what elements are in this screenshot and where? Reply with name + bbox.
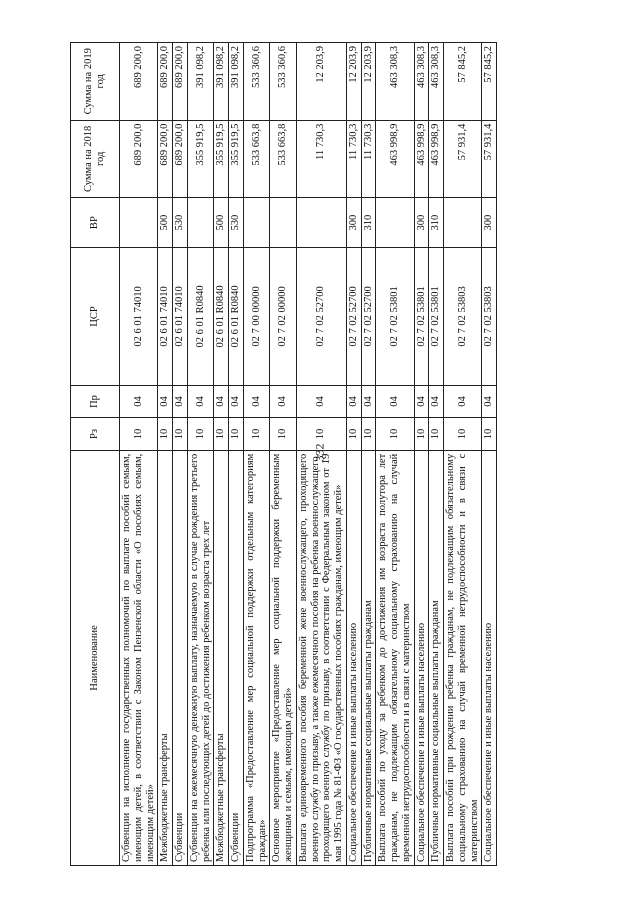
cell-name: Социальное обеспечение и иные выплаты населению: [482, 450, 497, 865]
header-rz: Рз: [71, 418, 120, 451]
table-row: [229, 43, 244, 866]
cell-rz: 10: [229, 418, 244, 451]
table-row: [444, 43, 482, 866]
cell-rz: 10: [444, 418, 482, 451]
header-sum-2018: Сумма на 2018 год: [71, 120, 120, 198]
table-row: [270, 43, 297, 866]
table-row: [214, 43, 229, 866]
cell-name: Публичные нормативные социальные выплаты гражданам: [361, 450, 376, 865]
cell-sum-2019: 463 308,3: [429, 43, 444, 121]
cell-name: Субвенции: [229, 450, 244, 865]
rotated-table-container: [70, 42, 615, 866]
cell-sum-2019: 57 845,2: [444, 43, 482, 121]
cell-sum-2019: 463 308,3: [414, 43, 429, 121]
cell-sum-2019: 689 200,0: [173, 43, 188, 121]
cell-sum-2019: 12 203,9: [296, 43, 346, 121]
table-header: [71, 43, 120, 866]
cell-sum-2019: 12 203,9: [346, 43, 361, 121]
cell-sum-2018: 463 998,9: [376, 120, 414, 198]
cell-csr: 02 6 01 R0840: [187, 248, 214, 386]
header-pr: Пр: [71, 385, 120, 418]
cell-pr: 04: [361, 385, 376, 418]
cell-rz: 10: [376, 418, 414, 451]
cell-sum-2018: 689 200,0: [120, 120, 158, 198]
cell-rz: 10: [414, 418, 429, 451]
cell-pr: 04: [482, 385, 497, 418]
cell-rz: 10: [187, 418, 214, 451]
cell-vr: 300: [482, 198, 497, 248]
cell-pr: 04: [243, 385, 270, 418]
cell-pr: 04: [158, 385, 173, 418]
cell-csr: 02 7 02 53801: [376, 248, 414, 386]
cell-vr: [444, 198, 482, 248]
cell-pr: 04: [429, 385, 444, 418]
cell-sum-2019: 533 360,6: [243, 43, 270, 121]
cell-csr: 02 7 02 53803: [482, 248, 497, 386]
cell-name: Субвенции на исполнение государственных полномочий по выплате пособий семьям, имеющим детей, в соответствии с Законом Пензенской области «О пособиях семьям, имеющим детей»: [120, 450, 158, 865]
table-body: [120, 43, 497, 866]
cell-sum-2018: 11 730,3: [296, 120, 346, 198]
table-row: [429, 43, 444, 866]
header-sum-2019: Сумма на 2019 год: [71, 43, 120, 121]
table-row: [376, 43, 414, 866]
cell-name: Социальное обеспечение и иные выплаты населению: [414, 450, 429, 865]
table-row: [296, 43, 346, 866]
cell-pr: 04: [346, 385, 361, 418]
cell-name: Основное мероприятие «Предоставление мер социальной поддержки беременным женщинам и семьям, имеющим детей»: [270, 450, 297, 865]
cell-vr: [243, 198, 270, 248]
cell-sum-2019: 12 203,9: [361, 43, 376, 121]
cell-csr: 02 6 01 74010: [120, 248, 158, 386]
cell-name: Выплата пособий по уходу за ребенком до достижения им возраста полутора лет гражданам, не подлежащим обязательному социальному страхованию на случай временной нетрудоспособности и в связи с материнством: [376, 450, 414, 865]
cell-rz: 10: [120, 418, 158, 451]
cell-vr: 300: [346, 198, 361, 248]
cell-vr: [376, 198, 414, 248]
cell-vr: 530: [173, 198, 188, 248]
cell-csr: 02 7 02 53801: [429, 248, 444, 386]
cell-pr: 04: [270, 385, 297, 418]
cell-pr: 04: [229, 385, 244, 418]
cell-csr: 02 7 02 53801: [414, 248, 429, 386]
cell-rz: 10: [361, 418, 376, 451]
cell-rz: 10: [158, 418, 173, 451]
page-number: 332: [312, 443, 327, 462]
cell-sum-2018: 57 931,4: [482, 120, 497, 198]
cell-vr: [270, 198, 297, 248]
table-row: [173, 43, 188, 866]
cell-rz: 10: [429, 418, 444, 451]
cell-csr: 02 7 02 52700: [296, 248, 346, 386]
header-vr: ВР: [71, 198, 120, 248]
cell-sum-2019: 391 098,2: [187, 43, 214, 121]
cell-rz: 10: [173, 418, 188, 451]
cell-name: Субвенции: [173, 450, 188, 865]
cell-vr: [296, 198, 346, 248]
cell-sum-2019: 391 098,2: [214, 43, 229, 121]
cell-name: Подпрограмма «Предоставление мер социальной поддержки отдельным категориям граждан»: [243, 450, 270, 865]
cell-sum-2018: 533 663,8: [270, 120, 297, 198]
table-row: [120, 43, 158, 866]
cell-sum-2019: 689 200,0: [120, 43, 158, 121]
cell-sum-2018: 11 730,3: [346, 120, 361, 198]
cell-sum-2018: 355 919,5: [187, 120, 214, 198]
cell-name: Межбюджетные трансферты: [214, 450, 229, 865]
cell-rz: 10: [346, 418, 361, 451]
cell-csr: 02 7 02 53803: [444, 248, 482, 386]
table-row: [414, 43, 429, 866]
cell-vr: [187, 198, 214, 248]
cell-csr: 02 7 02 00000: [270, 248, 297, 386]
cell-sum-2018: 689 200,0: [173, 120, 188, 198]
cell-vr: 500: [214, 198, 229, 248]
cell-sum-2018: 689 200,0: [158, 120, 173, 198]
table-row: [361, 43, 376, 866]
cell-sum-2018: 533 663,8: [243, 120, 270, 198]
cell-sum-2019: 689 200,0: [158, 43, 173, 121]
cell-pr: 04: [187, 385, 214, 418]
cell-rz: 10: [296, 418, 346, 451]
cell-csr: 02 7 00 00000: [243, 248, 270, 386]
cell-pr: 04: [376, 385, 414, 418]
cell-vr: 300: [414, 198, 429, 248]
budget-table: [70, 42, 497, 866]
cell-name: Выплата единовременного пособия беременной жене военнослужащего, проходящего военную службу по призыву, а также ежемесячного пособия на ребенка военнослужащего, проходящего военную службу по призыву, в соответствии с Федеральным законом от 19 мая 1995 года № 81-ФЗ «О государственных пособиях гражданам, имеющим детей»: [296, 450, 346, 865]
cell-sum-2019: 463 308,3: [376, 43, 414, 121]
cell-csr: 02 7 02 52700: [361, 248, 376, 386]
cell-vr: 310: [361, 198, 376, 248]
cell-csr: 02 6 01 74010: [158, 248, 173, 386]
table-row: [346, 43, 361, 866]
cell-vr: 530: [229, 198, 244, 248]
cell-rz: 10: [482, 418, 497, 451]
table-row: [243, 43, 270, 866]
header-row: [71, 43, 120, 866]
cell-vr: 500: [158, 198, 173, 248]
cell-name: Публичные нормативные социальные выплаты гражданам: [429, 450, 444, 865]
header-name: Наименование: [71, 450, 120, 865]
cell-name: Выплата пособий при рождении ребенка гражданам, не подлежащим обязательному социальному страхованию на случай временной нетрудоспособности и в связи с материнством: [444, 450, 482, 865]
cell-sum-2019: 533 360,6: [270, 43, 297, 121]
cell-sum-2018: 463 998,9: [414, 120, 429, 198]
cell-sum-2018: 355 919,5: [214, 120, 229, 198]
cell-pr: 04: [173, 385, 188, 418]
cell-csr: 02 7 02 52700: [346, 248, 361, 386]
cell-name: Социальное обеспечение и иные выплаты населению: [346, 450, 361, 865]
cell-rz: 10: [243, 418, 270, 451]
cell-pr: 04: [296, 385, 346, 418]
cell-name: Межбюджетные трансферты: [158, 450, 173, 865]
header-csr: ЦСР: [71, 248, 120, 386]
cell-sum-2018: 57 931,4: [444, 120, 482, 198]
table-row: [187, 43, 214, 866]
cell-sum-2019: 57 845,2: [482, 43, 497, 121]
cell-pr: 04: [414, 385, 429, 418]
cell-pr: 04: [120, 385, 158, 418]
table-row: [158, 43, 173, 866]
cell-rz: 10: [214, 418, 229, 451]
cell-name: Субвенции на ежемесячную денежную выплату, назначаемую в случае рождения третьего ребенка или последующих детей до достижения ребенком возраста трех лет: [187, 450, 214, 865]
cell-csr: 02 6 01 R0840: [214, 248, 229, 386]
cell-pr: 04: [214, 385, 229, 418]
table-frame: [70, 42, 615, 866]
cell-vr: [120, 198, 158, 248]
cell-rz: 10: [270, 418, 297, 451]
cell-vr: 310: [429, 198, 444, 248]
cell-sum-2019: 391 098,2: [229, 43, 244, 121]
cell-sum-2018: 463 998,9: [429, 120, 444, 198]
cell-csr: 02 6 01 74010: [173, 248, 188, 386]
cell-csr: 02 6 01 R0840: [229, 248, 244, 386]
cell-sum-2018: 11 730,3: [361, 120, 376, 198]
cell-pr: 04: [444, 385, 482, 418]
cell-sum-2018: 355 919,5: [229, 120, 244, 198]
table-row: [482, 43, 497, 866]
